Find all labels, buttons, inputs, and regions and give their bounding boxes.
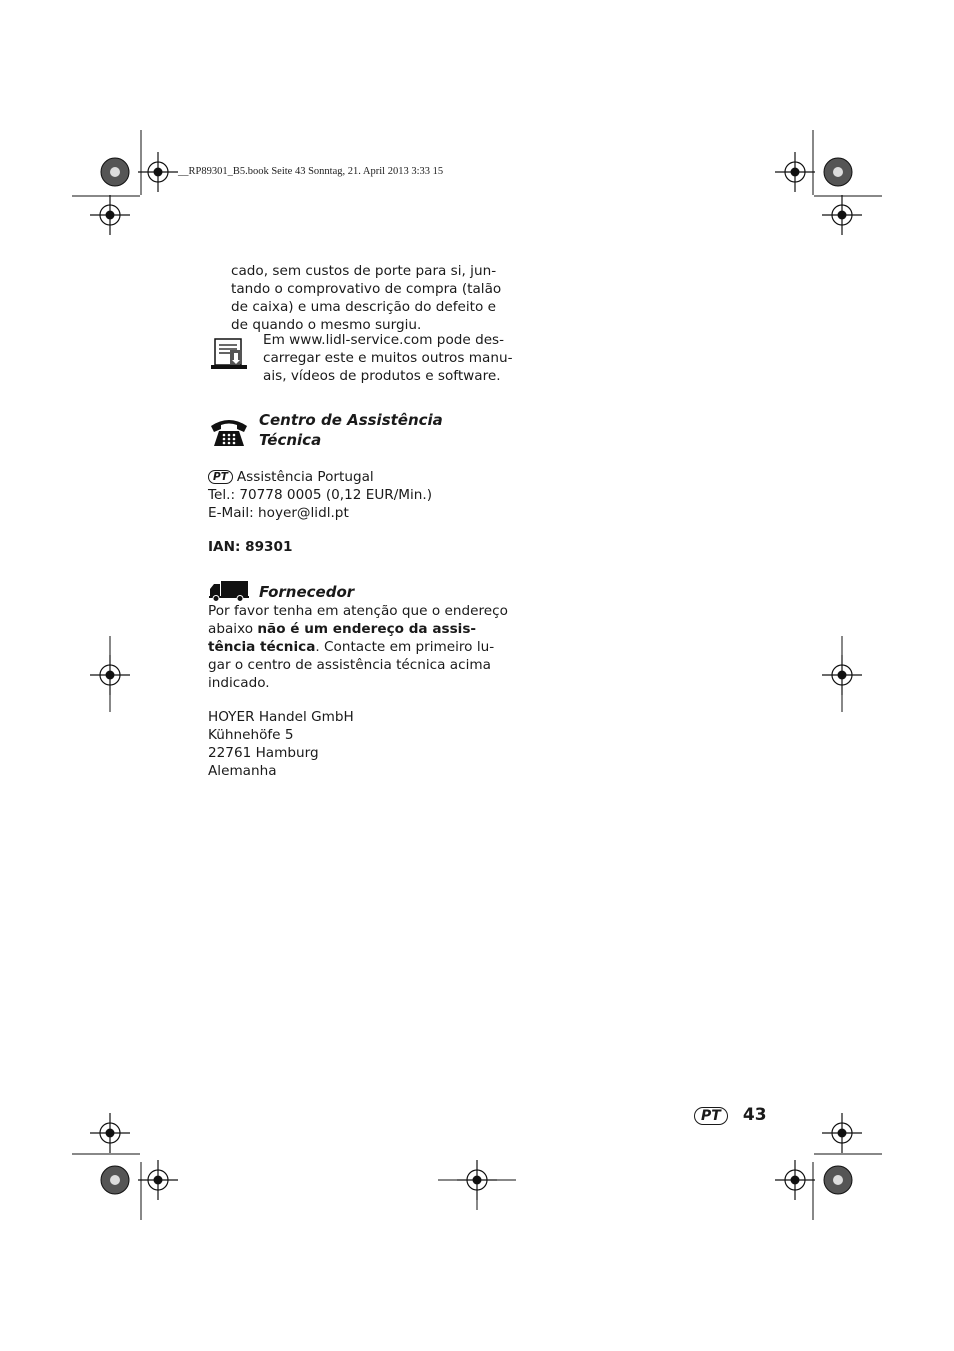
text-segment: . Contacte em primeiro lu- [315, 639, 495, 655]
warranty-paragraph [231, 262, 501, 334]
service-name-line [208, 468, 432, 486]
ian-number: IAN: 89301 [208, 539, 293, 555]
heading-line: Centro de Assistência [259, 411, 443, 429]
page-footer [694, 1105, 767, 1125]
supplier-heading: Fornecedor [259, 583, 355, 601]
text-line: ais, vídeos de produtos e software. [263, 368, 501, 384]
address-line: Alemanha [208, 763, 277, 779]
registration-mark [775, 1160, 815, 1200]
text-line: indicado. [208, 675, 270, 691]
country-badge: PT [694, 1107, 728, 1125]
text-segment: abaixo [208, 621, 258, 637]
text-line: cado, sem custos de porte para si, jun- [231, 263, 497, 279]
text-line [208, 638, 508, 656]
download-note [263, 331, 513, 385]
color-wheel-mark-tr [824, 158, 852, 186]
text-line: de quando o mesmo surgiu. [231, 317, 422, 333]
supplier-paragraph [208, 602, 508, 692]
text-line: Em www.lidl-service.com pode des- [263, 332, 505, 348]
registration-mark [90, 195, 130, 235]
color-wheel-mark-br [824, 1166, 852, 1194]
text-line: gar o centro de assistência técnica acima [208, 657, 491, 673]
page-number: 43 [742, 1105, 767, 1125]
address-line: HOYER Handel GmbH [208, 709, 354, 725]
country-badge: PT [208, 470, 233, 484]
registration-mark [90, 1113, 130, 1153]
service-email: E-Mail: hoyer@lidl.pt [208, 505, 349, 521]
service-name: Assistência Portugal [236, 469, 374, 485]
registration-mark [138, 1160, 178, 1200]
address-line: 22761 Hamburg [208, 745, 319, 761]
registration-mark [822, 1113, 862, 1153]
print-file-header: __RP89301_B5.book Seite 43 Sonntag, 21. April 2013 3:33 15 [178, 166, 444, 177]
document-download-icon [210, 337, 248, 371]
text-line: tando o comprovativo de compra (talão [231, 281, 502, 297]
bold-text: não é um endereço da assis- [257, 621, 477, 637]
service-center-heading [259, 410, 443, 450]
text-line: de caixa) e uma descrição do defeito e [231, 299, 496, 315]
color-wheel-mark-tl [101, 158, 129, 186]
heading-line: Técnica [259, 431, 322, 449]
delivery-truck-icon [209, 580, 249, 602]
registration-mark [138, 152, 178, 192]
text-line: Por favor tenha em atenção que o endereço [208, 603, 508, 619]
registration-mark [822, 195, 862, 235]
color-wheel-mark-bl [101, 1166, 129, 1194]
service-phone: Tel.: 70778 0005 (0,12 EUR/Min.) [208, 487, 433, 503]
bold-text: tência técnica [208, 639, 316, 655]
text-line [208, 620, 508, 638]
supplier-address [208, 708, 354, 780]
address-line: Kühnehöfe 5 [208, 727, 294, 743]
telephone-icon [209, 416, 249, 448]
service-contact [208, 468, 432, 522]
registration-mark [775, 152, 815, 192]
text-line: carregar este e muitos outros manu- [263, 350, 513, 366]
